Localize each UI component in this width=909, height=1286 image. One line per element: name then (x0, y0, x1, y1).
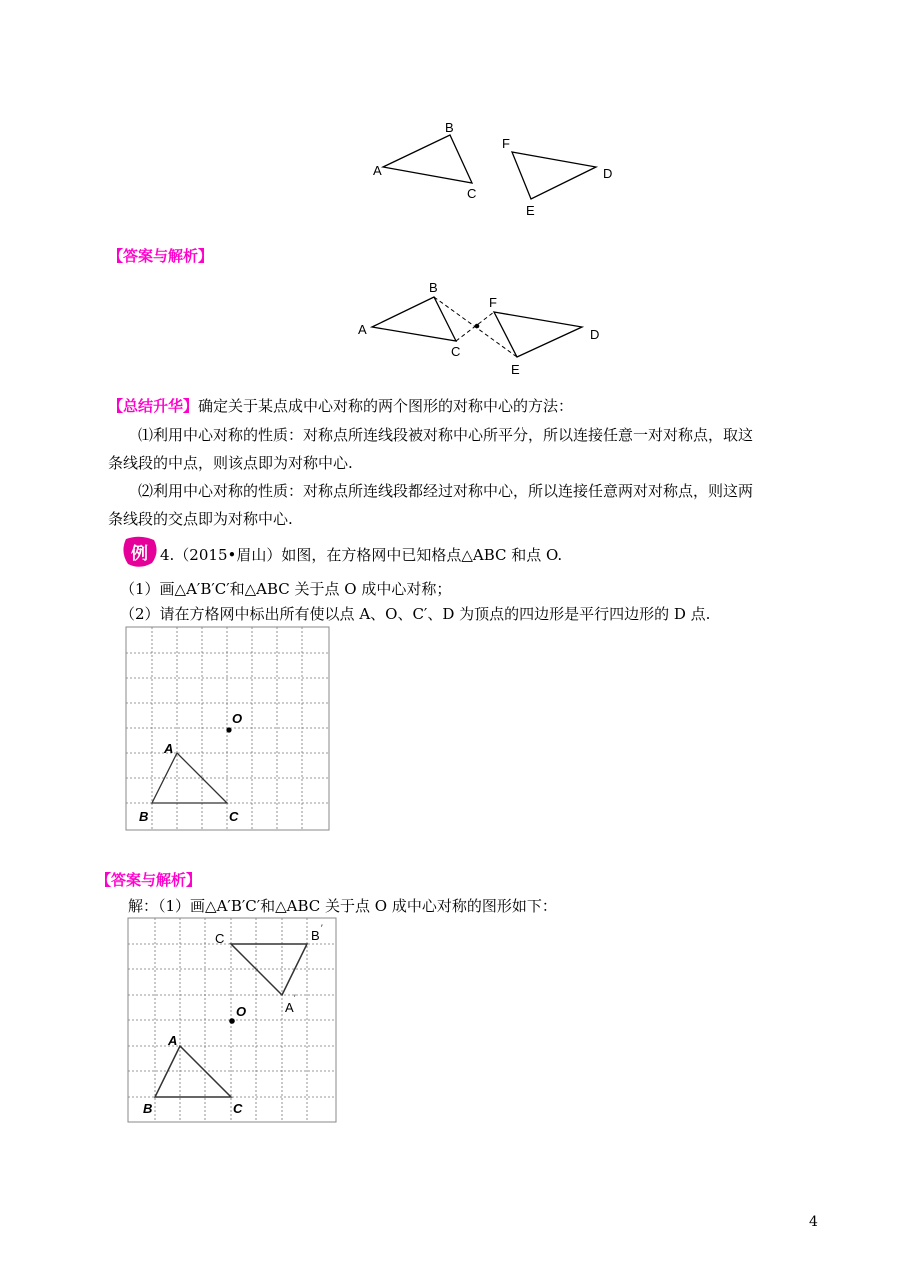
method-2-line-2: 条线段的交点即为对称中心. (108, 510, 293, 528)
page-number: 4 (809, 1214, 818, 1230)
prime-mark-a: ′ (294, 993, 296, 1003)
point-o (226, 727, 231, 732)
summary-tag: 【总结升华】 (108, 397, 199, 415)
label-b: B (429, 280, 438, 295)
label-c: C (467, 186, 477, 201)
answer-tag-2: 【答案与解析】 (96, 871, 202, 889)
triangle-def-2 (494, 312, 582, 357)
label-a: A (164, 741, 174, 756)
answer-tag-1: 【答案与解析】 (108, 247, 214, 265)
triangle-def (512, 152, 596, 199)
label-b: B (445, 120, 454, 135)
triangle-abc (155, 1046, 231, 1097)
triangle-a-b-c-prime (231, 944, 307, 995)
summary-intro: 确定关于某点成中心对称的两个图形的对称中心的方法： (198, 397, 574, 415)
figure-two-triangles (365, 115, 625, 220)
label-a: A (168, 1033, 178, 1048)
label-d: D (590, 327, 600, 342)
label-o: O (236, 1004, 247, 1019)
label-b-prime: B (311, 928, 320, 943)
label-c: C (229, 809, 239, 824)
method-2-line-1: ⑵利用中心对称的性质：对称点所连线段都经过对称中心，所以连接任意两对对称点，则这两 (138, 482, 754, 500)
question-1: （1）画△A′B′C′和△ABC 关于点 O 成中心对称； (120, 580, 452, 598)
example-badge (120, 535, 160, 571)
label-c: C (451, 344, 461, 359)
label-f: F (489, 295, 497, 310)
label-c-prime: C (215, 931, 225, 946)
example-title: 4.（2015•眉山）如图，在方格网中已知格点△ABC 和点 O. (160, 546, 563, 564)
label-a-prime: A (285, 1000, 294, 1015)
method-1-line-2: 条线段的中点，则该点即为对称中心. (108, 454, 353, 472)
figure-triangles-with-center (350, 278, 620, 380)
prime-mark-b: ′ (321, 923, 323, 933)
grid-figure-1 (125, 626, 330, 831)
question-2: （2）请在方格网中标出所有使以点 A、O、C′、D 为顶点的四边形是平行四边形的 D 点. (120, 605, 711, 623)
triangle-abc (383, 135, 472, 183)
point-o (229, 1018, 235, 1024)
label-e: E (511, 362, 520, 377)
label-f: F (502, 136, 510, 151)
label-b: B (139, 809, 149, 824)
triangle-abc-2 (372, 297, 456, 341)
label-b: B (143, 1101, 153, 1116)
grid-figure-2 (127, 917, 337, 1123)
label-o: O (232, 711, 243, 726)
label-a: A (373, 163, 382, 178)
solution-text: 解：（1）画△A′B′C′和△ABC 关于点 O 成中心对称的图形如下： (128, 897, 557, 915)
label-d: D (603, 166, 613, 181)
badge-text: 例 (131, 544, 148, 564)
label-a: A (358, 322, 367, 337)
summary-heading (108, 396, 573, 416)
label-e: E (526, 203, 535, 218)
center-point (475, 324, 480, 329)
method-1-line-1: ⑴利用中心对称的性质：对称点所连线段被对称中心所平分，所以连接任意一对对称点，取这 (138, 426, 754, 444)
label-c: C (233, 1101, 243, 1116)
